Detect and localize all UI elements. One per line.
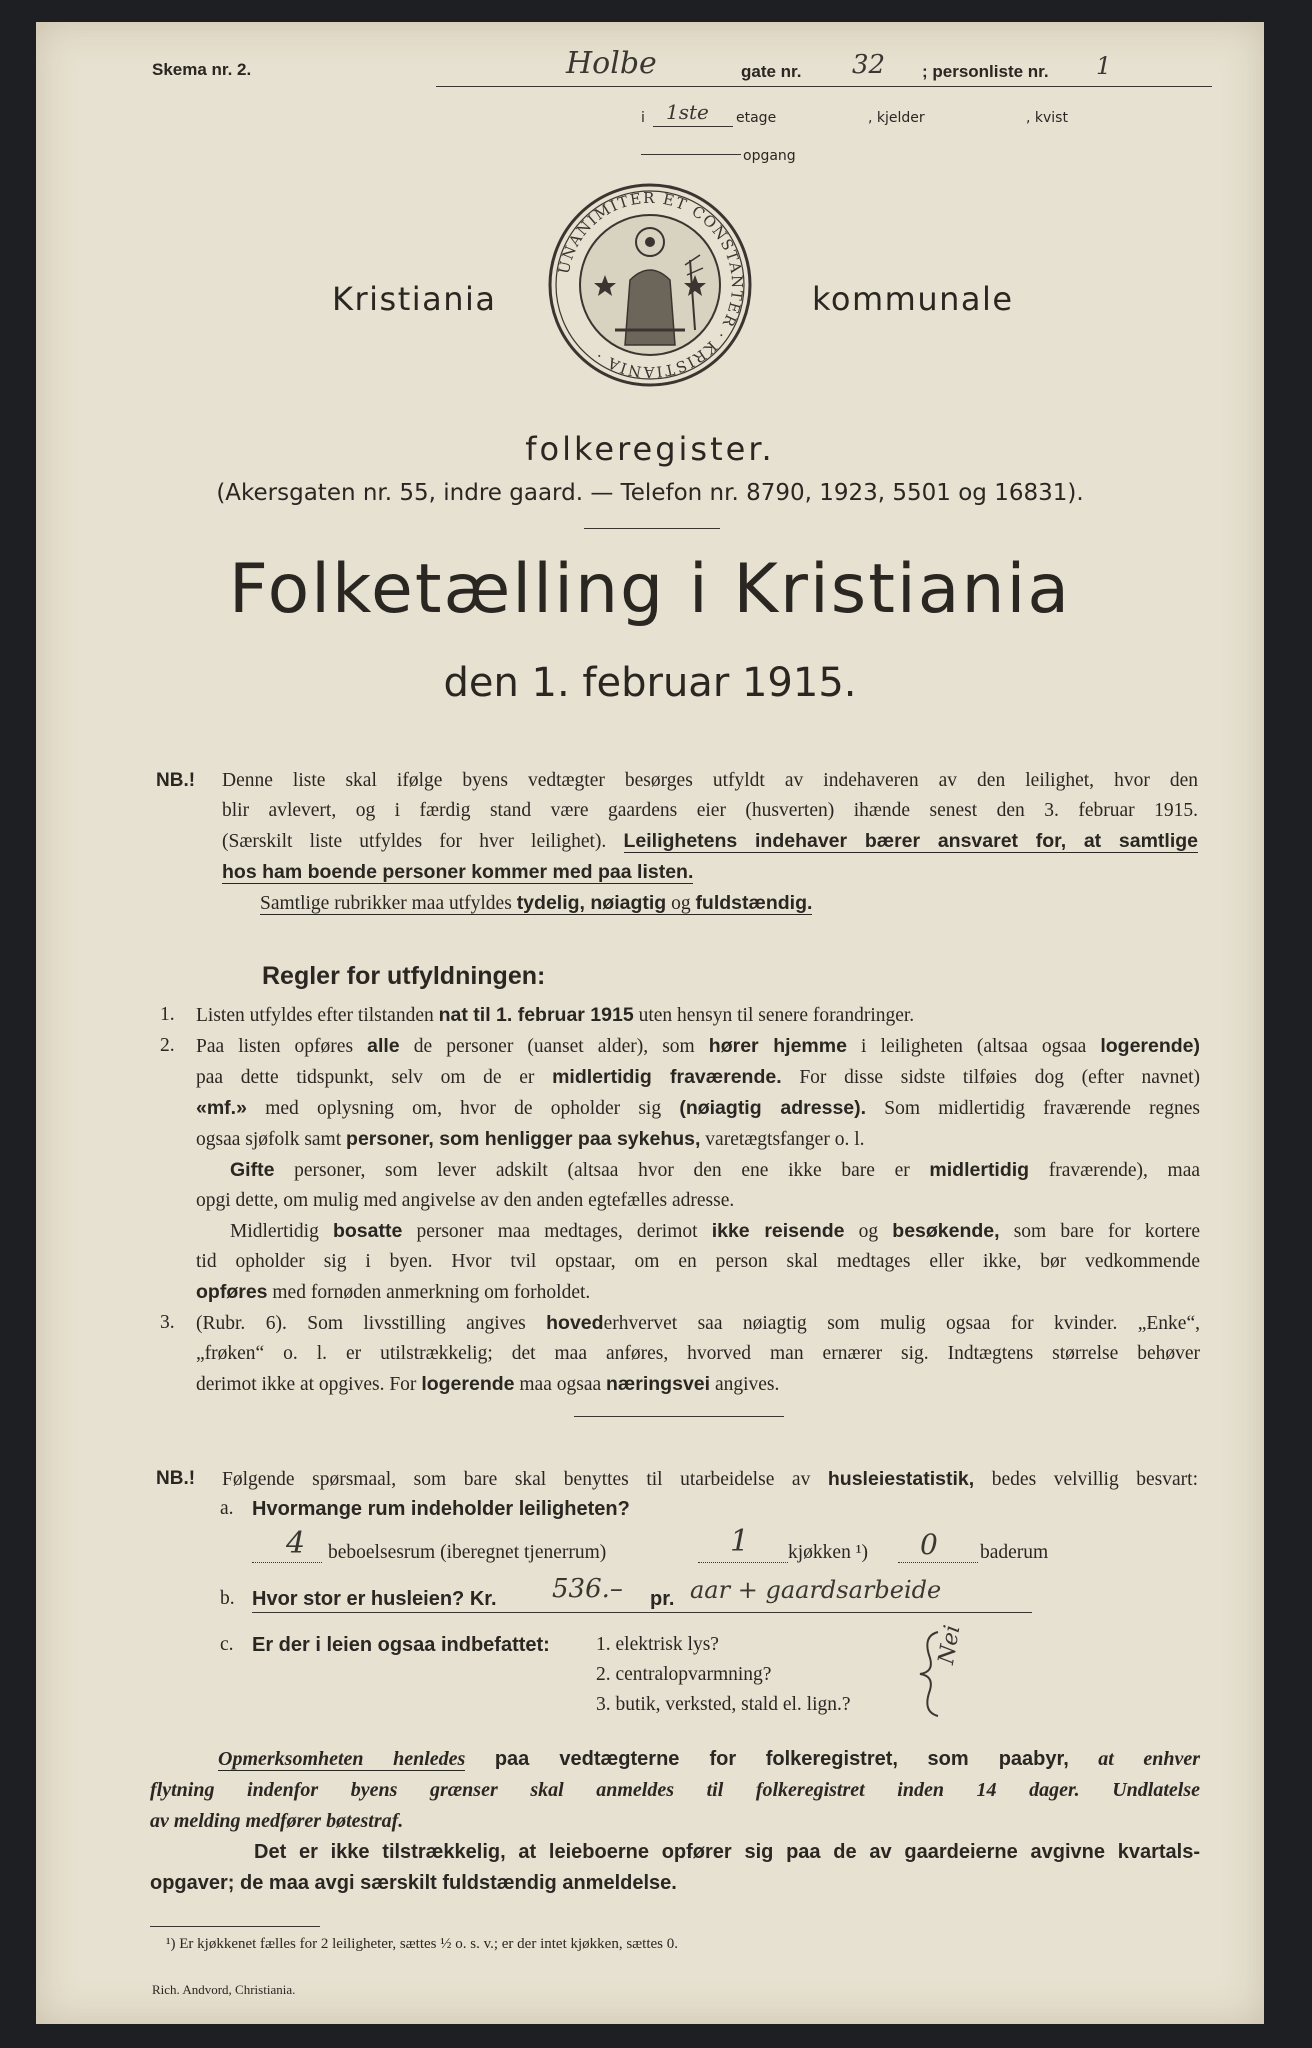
question-b-text: Hvor stor er husleien? Kr. xyxy=(252,1588,497,1610)
rules-block xyxy=(160,1000,1200,1400)
nb-label-1: NB.! xyxy=(156,770,196,791)
rule-3-text xyxy=(196,1308,1200,1400)
rule-3-number: 3. xyxy=(160,1312,175,1333)
rule-3-line1 xyxy=(196,1308,1200,1339)
r2-l4-a: ogsaa sjøfolk samt xyxy=(196,1129,342,1150)
r2-l7-c: personer maa medtages, derimot xyxy=(416,1221,698,1242)
nb1-line3-plain: (Særskilt liste utfyldes for hver leilighet). xyxy=(222,831,607,852)
included-heating: 2. centralopvarmning? xyxy=(596,1664,772,1685)
rule-2-line4 xyxy=(196,1124,1200,1155)
nb1-line4 xyxy=(222,857,1198,888)
personliste-number[interactable]: 1 xyxy=(1096,52,1112,80)
nb1-line5-og: og xyxy=(671,893,691,914)
r2-l7-g: som bare for kortere xyxy=(1013,1221,1201,1242)
question-c-label: c. xyxy=(220,1634,234,1655)
rule-2 xyxy=(160,1031,1200,1308)
footnote-divider xyxy=(150,1926,320,1927)
r2-l7-e: og xyxy=(858,1221,879,1242)
etage-handwritten[interactable]: 1ste xyxy=(666,100,709,124)
masthead-address: (Akersgaten nr. 55, indre gaard. — Telefon nr. 8790, 1923, 5501 og 16831). xyxy=(216,480,1084,506)
footnote: ¹) Er kjøkkenet fælles for 2 leiligheter, sættes ½ o. s. v.; er der intet kjøkken, sættes 0. xyxy=(166,1936,678,1952)
street-name-handwritten[interactable]: Holbe xyxy=(566,46,657,81)
nb1-line5-bold2: fuldstændig. xyxy=(695,892,813,914)
r3-l3-e: angives. xyxy=(714,1374,780,1395)
question-a-label: a. xyxy=(220,1498,234,1519)
rule-2-line8: tid opholder sig i byen. Hvor tvil opstaar, om en person skal medtages eller ikke, bør vedkommende xyxy=(196,1251,1200,1272)
r2-l1-f: logerende) xyxy=(1100,1035,1201,1057)
nb1-line3-bold: Leilighetens indehaver bærer ansvaret for, at samtlige xyxy=(623,830,1199,852)
r2-l3-c: (nøiagtig adresse). xyxy=(679,1097,867,1119)
bath-label: baderum xyxy=(980,1542,1049,1563)
notice-l1-e: at enhver xyxy=(1098,1748,1201,1770)
question-b-label: b. xyxy=(220,1588,235,1609)
bath-value[interactable]: 0 xyxy=(920,1528,938,1561)
nb1-line1: Denne liste skal ifølge byens vedtægter besørges utfyldt av indehaveren av den leilighet, hvor den xyxy=(222,770,1198,791)
nb1-line3 xyxy=(222,826,1198,857)
svg-text:UNANIMITER ET CONSTANTER · KRI: UNANIMITER ET CONSTANTER · KRISTIANIA · xyxy=(554,188,747,382)
r3-l1-b: hoved xyxy=(546,1312,604,1334)
r2-l1-a: Paa listen opføres xyxy=(196,1036,354,1057)
notice-line1 xyxy=(150,1744,1200,1775)
masthead-divider xyxy=(584,528,720,529)
r2-l3-b: med oplysning om, hvor de opholder sig xyxy=(265,1098,662,1119)
rule-2-line2 xyxy=(196,1062,1200,1093)
document-date: den 1. februar 1915. xyxy=(443,660,857,706)
rent-value[interactable]: 536.– xyxy=(552,1574,623,1604)
notice-block xyxy=(150,1744,1200,1899)
r2-l7-d: ikke reisende xyxy=(711,1220,845,1242)
r2-l1-b: alle xyxy=(367,1035,400,1057)
nb2-intro-b: husleiestatistik, xyxy=(827,1468,975,1490)
bath-fill-line xyxy=(898,1562,978,1563)
nb1-line5-underlined xyxy=(260,893,812,915)
r3-l3-a: derimot ikke at opgives. For xyxy=(196,1374,417,1395)
rent-period[interactable]: aar + gaardsarbeide xyxy=(690,1576,942,1604)
notice-l1-b: paa vedtægterne for xyxy=(494,1748,737,1770)
rule-1-b: nat til 1. februar 1915 xyxy=(438,1004,634,1026)
r2-l9-b: med fornøden anmerkning om forholdet. xyxy=(272,1282,591,1303)
rule-2-line3 xyxy=(196,1093,1200,1124)
rule-3-line2: „frøken“ o. l. er utilstrækkelig; det maa anføres, hvorved man ernærer sig. Indtægtens størrelse behøver xyxy=(196,1343,1200,1364)
nb1-line5-bold1: tydelig, nøiagtig xyxy=(516,892,667,914)
rule-2-text xyxy=(196,1031,1200,1308)
rule-3 xyxy=(160,1308,1200,1400)
notice-line3: av melding medfører bøtestraf. xyxy=(150,1810,404,1832)
masthead-folkeregister: folkeregister. xyxy=(525,430,775,468)
kitchen-fill-line xyxy=(698,1562,788,1563)
rules-heading: Regler for utfyldningen: xyxy=(262,962,546,990)
rules-divider xyxy=(574,1416,784,1417)
i-label: i xyxy=(641,110,645,126)
r2-l1-c: de personer (uanset alder), som xyxy=(413,1036,695,1057)
kjelder-label: , kjelder xyxy=(868,110,925,126)
r3-l1-c: erhvervet saa nøiagtig som mulig ogsaa for kvinder. „Enke“, xyxy=(603,1313,1200,1334)
personliste-label: ; personliste nr. xyxy=(922,62,1049,81)
r2-l5-a: Gifte xyxy=(230,1159,275,1181)
nb1-line4-bold: hos ham boende personer kommer med paa listen. xyxy=(222,861,694,883)
r2-l5-d: fraværende), maa xyxy=(1048,1160,1201,1181)
included-shop: 3. butik, verksted, stald el. lign.? xyxy=(596,1694,851,1715)
notice-l1-a: Opmerksomheten henledes xyxy=(218,1748,466,1770)
nb-label-2: NB.! xyxy=(156,1468,196,1489)
r2-l7-f: besøkende, xyxy=(892,1220,1000,1242)
kitchen-label: kjøkken ¹) xyxy=(788,1542,869,1563)
r3-l3-c: maa ogsaa xyxy=(519,1374,602,1395)
nb1-line2: blir avlevert, og i færdig stand være gaardens eier (husverten) ihænde senest den 3. februar 1915. xyxy=(222,800,1198,821)
notice-line2: flytning indenfor byens grænser skal anmeldes til folkeregistret inden 14 dager. Undlatelse xyxy=(150,1779,1200,1801)
gate-number[interactable]: 32 xyxy=(852,50,886,80)
gate-label: gate nr. xyxy=(741,62,802,81)
r3-l3-d: næringsvei xyxy=(606,1373,711,1395)
included-electric: 1. elektrisk lys? xyxy=(596,1634,719,1655)
masthead-kristiania: Kristiania xyxy=(332,280,497,318)
rule-1 xyxy=(160,1000,1200,1031)
r2-l5-c: midlertidig xyxy=(929,1159,1030,1181)
etage-label: etage xyxy=(736,110,777,126)
r3-l3-b: logerende xyxy=(421,1373,515,1395)
kvist-label: , kvist xyxy=(1026,110,1068,126)
nb2-intro xyxy=(222,1464,1198,1495)
opgang-label: opgang xyxy=(743,148,796,164)
rule-1-number: 1. xyxy=(160,1004,175,1025)
r2-l4-c: varetægtsfanger o. l. xyxy=(705,1129,865,1150)
rule-2-line6: opgi dette, om mulig med angivelse av den anden egtefælles adresse. xyxy=(196,1190,735,1211)
schema-number: Skema nr. 2. xyxy=(152,60,252,79)
rule-1-text xyxy=(196,1000,1200,1031)
rule-2-line7 xyxy=(196,1216,1200,1247)
notice-line4: Det er ikke tilstrækkelig, at leieboerne opfører sig paa de av gaardeierne avgivne kvartals- xyxy=(254,1841,1200,1863)
question-c-text: Er der i leien ogsaa indbefattet: xyxy=(252,1634,550,1656)
r2-l1-d: hører hjemme xyxy=(708,1035,847,1057)
nb2-intro-a: Følgende spørsmaal, som bare skal benyttes til utarbeidelse av xyxy=(222,1469,811,1490)
r2-l3-a: «mf.» xyxy=(196,1097,247,1119)
rooms-value[interactable]: 4 xyxy=(286,1526,306,1561)
included-answer[interactable]: Nei xyxy=(934,1623,966,1667)
notice-line5: opgaver; de maa avgi særskilt fuldstændig anmeldelse. xyxy=(150,1872,677,1894)
rule-2-line5 xyxy=(196,1155,1200,1186)
census-form-page xyxy=(36,22,1264,2024)
rent-pr-label: pr. xyxy=(650,1588,675,1610)
opgang-fill-line xyxy=(641,154,741,155)
etage-fill-line xyxy=(653,126,733,127)
notice-l1-c: folkeregistret, xyxy=(765,1748,898,1770)
r2-l5-b: personer, som lever adskilt (altsaa hvor den ene ikke bare er xyxy=(294,1160,910,1181)
r2-l1-e: i leiligheten (altsaa ogsaa xyxy=(861,1036,1087,1057)
document-title: Folketælling i Kristiania xyxy=(228,550,1072,629)
rule-1-c: uten hensyn til senere forandringer. xyxy=(638,1005,915,1026)
rule-2-number: 2. xyxy=(160,1035,175,1056)
r2-l7-a: Midlertidig xyxy=(230,1221,319,1242)
r2-l2-a: paa dette tidspunkt, selv om de er xyxy=(196,1067,535,1088)
rule-2-line1 xyxy=(196,1031,1200,1062)
r2-l4-b: personer, som henligger paa sykehus, xyxy=(346,1128,701,1150)
notice-l1-d: som paabyr, xyxy=(927,1748,1069,1770)
r2-l2-c: For disse sidste tilføies dog (efter navnet) xyxy=(799,1067,1201,1088)
nb1-line5-plain: Samtlige rubrikker maa utfyldes xyxy=(260,893,512,914)
rooms-fill-line xyxy=(252,1562,322,1563)
city-seal-icon xyxy=(545,180,755,390)
rooms-label: beboelsesrum (iberegnet tjenerrum) xyxy=(328,1542,607,1563)
printer-credit: Rich. Andvord, Christiania. xyxy=(152,1982,296,1997)
kitchen-value[interactable]: 1 xyxy=(730,1524,750,1559)
question-a-text: Hvormange rum indeholder leiligheten? xyxy=(252,1498,630,1520)
masthead-kommunale: kommunale xyxy=(812,280,1014,318)
r2-l3-d: Som midlertidig fraværende regnes xyxy=(884,1098,1201,1119)
rule-1-a: Listen utfyldes efter tilstanden xyxy=(196,1005,434,1026)
nb1-block xyxy=(222,766,1198,919)
rule-2-line9 xyxy=(196,1277,1200,1308)
header-fill-line xyxy=(436,86,1212,87)
rent-fill-line xyxy=(252,1612,1032,1613)
nb2-intro-c: bedes velvillig besvart: xyxy=(991,1469,1199,1490)
r3-l1-a: (Rubr. 6). Som livsstilling angives xyxy=(196,1313,526,1334)
r2-l7-b: bosatte xyxy=(332,1220,403,1242)
r2-l2-b: midlertidig fraværende. xyxy=(552,1066,782,1088)
r2-l9-a: opføres xyxy=(196,1281,268,1303)
rule-3-line3 xyxy=(196,1369,1200,1400)
nb1-line5 xyxy=(222,888,1198,919)
